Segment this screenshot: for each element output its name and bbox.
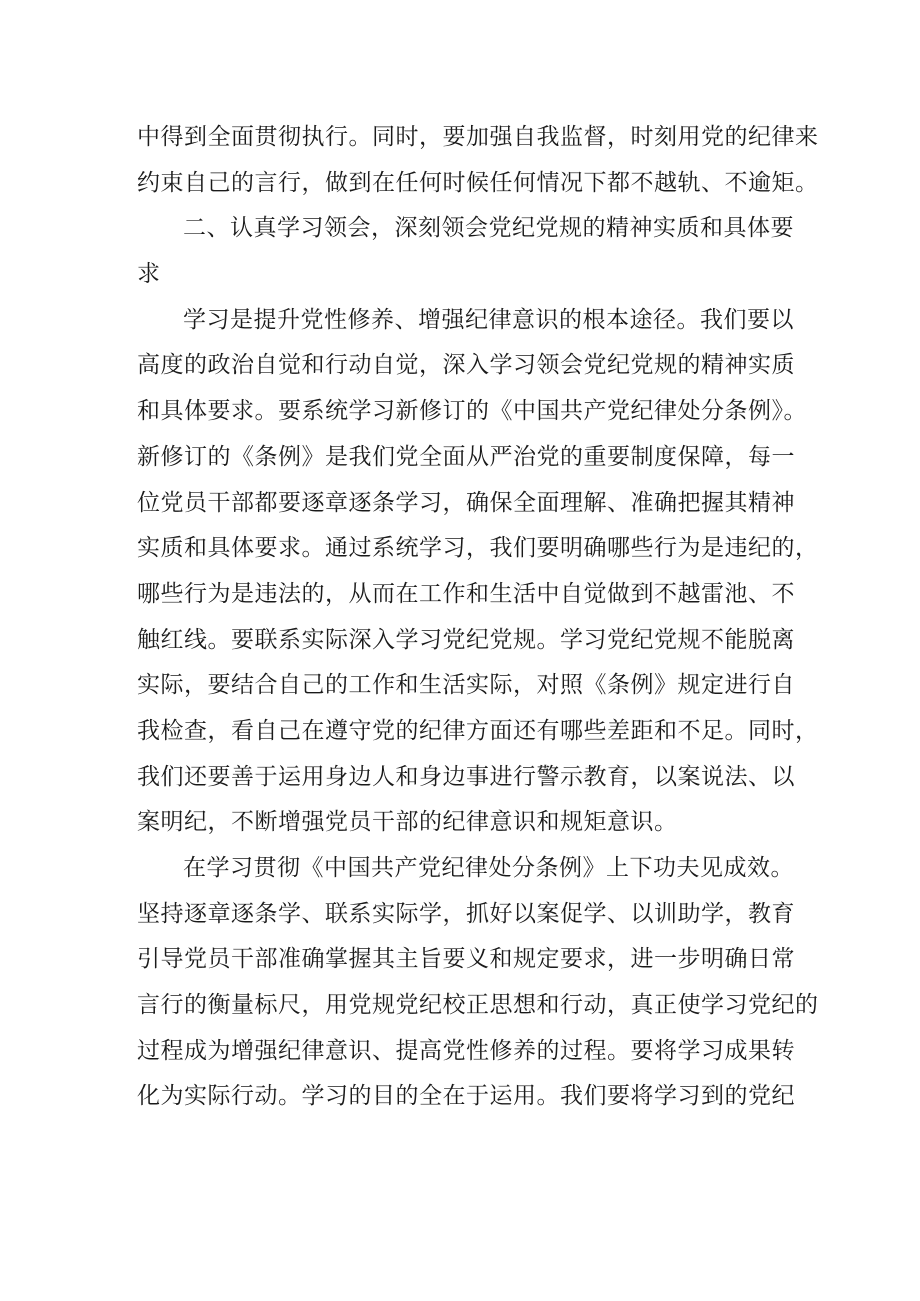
text-line: 新修订的《条例》是我们党全面从严治党的重要制度保障，每一 [137,443,795,470]
text-line: 求 [137,261,161,288]
text-line: 我检查，看自己在遵守党的纪律方面还有哪些差距和不足。同时， [137,717,819,744]
text-line: 哪些行为是违法的，从而在工作和生活中自觉做到不越雷池、不 [137,580,795,607]
text-line: 触红线。要联系实际深入学习党纪党规。学习党纪党规不能脱离 [137,626,795,653]
text-line: 案明纪，不断增强党员干部的纪律意识和规矩意识。 [137,809,678,836]
text-line: 化为实际行动。学习的目的全在于运用。我们要将学习到的党纪 [137,1083,795,1110]
text-line: 言行的衡量标尺，用党规党纪校正思想和行动，真正使学习党纪的 [137,992,819,1019]
text-line: 中得到全面贯彻执行。同时，要加强自我监督，时刻用党的纪律来 [137,124,819,150]
text-line: 实质和具体要求。通过系统学习，我们要明确哪些行为是违纪的， [137,535,819,562]
text-line: 过程成为增强纪律意识、提高党性修养的过程。要将学习成果转 [137,1037,795,1064]
text-line: 在学习贯彻《中国共产党纪律处分条例》上下功夫见成效。 [183,855,794,881]
document-body [137,115,819,1120]
text-line: 引导党员干部准确掌握其主旨要义和规定要求，进一步明确日常 [137,946,795,973]
text-line: 约束自己的言行，做到在任何时候任何情况下都不越轨、不逾矩。 [137,169,819,196]
text-line: 和具体要求。要系统学习新修订的《中国共产党纪律处分条例》。 [137,398,807,425]
text-line: 实际，要结合自己的工作和生活实际，对照《条例》规定进行自 [137,672,795,699]
text-line: 位党员干部都要逐章逐条学习，确保全面理解、准确把握其精神 [137,489,795,516]
text-line: 坚持逐章逐条学、联系实际学，抓好以案促学、以训助学，教育 [137,900,795,927]
text-line: 学习是提升党性修养、增强纪律意识的根本途径。我们要以 [183,306,794,333]
text-line: 二、认真学习领会，深刻领会党纪党规的精神实质和具体要 [183,215,794,242]
text-line: 我们还要善于运用身边人和身边事进行警示教育，以案说法、以 [137,763,795,790]
text-line: 高度的政治自觉和行动自觉，深入学习领会党纪党规的精神实质 [137,352,795,379]
